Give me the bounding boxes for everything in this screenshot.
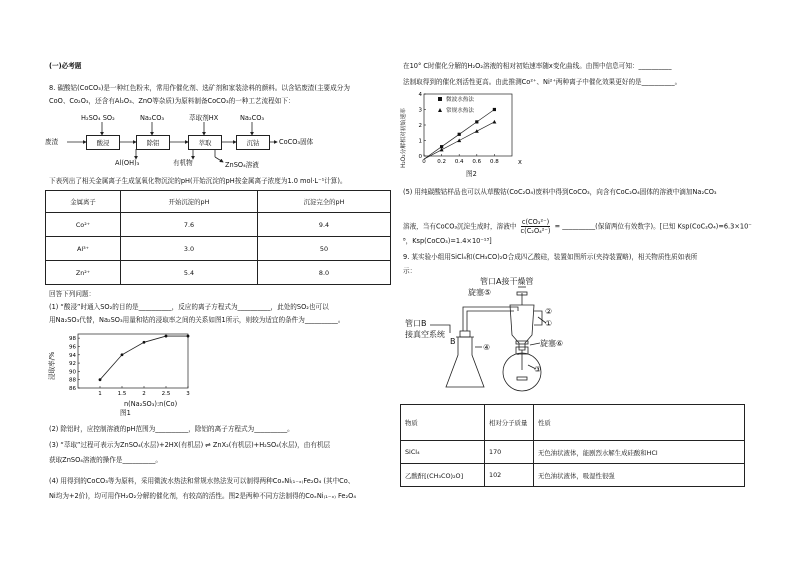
chart1-x-tick-label: 3	[186, 391, 190, 397]
flow-box-extract: 萃取	[188, 135, 222, 150]
table-cell: 9.4	[258, 213, 391, 237]
table-row	[401, 441, 745, 464]
sub5-prefix: 溶液，当有CoCO₃沉淀生成时，溶液中	[403, 222, 517, 231]
chart2	[400, 90, 530, 180]
chart1-y-tick-label: 90	[69, 369, 76, 376]
chart1-ylabel: 浸取率/%	[48, 351, 56, 380]
chart1-y-tick-label: 88	[69, 377, 76, 384]
table-cell: 8.0	[258, 261, 391, 285]
table-cell: 102	[485, 464, 534, 487]
sub5-suffix: = __________(保留两位有效数字)。[已知 Ksp(CoC₂O₄)=6.3×10⁻	[554, 222, 752, 231]
table-row	[401, 464, 745, 487]
chart2-point-triangle	[440, 148, 444, 152]
chart1-frame	[78, 334, 188, 388]
chart1-y-tick-label: 98	[69, 336, 76, 343]
table-cell: SiCl₄	[401, 441, 485, 464]
sub5-frac-num: c(CO₃²⁻)	[521, 218, 550, 226]
table-cell: 乙酸酐[(CH₃CO)₂O]	[401, 464, 485, 487]
chart2-point-square	[458, 133, 461, 136]
chart1-x-tick-label: 1	[98, 391, 102, 397]
table-cell: 无色油状液体，能剧烈水解生成硅酸和HCl	[534, 441, 745, 464]
sub3-line2: 获取ZnSO₄溶液的操作是__________。	[49, 456, 163, 464]
table-row	[46, 237, 391, 261]
table-row	[46, 261, 391, 285]
chart2-y-tick-label: 2	[418, 123, 422, 129]
chart2-y-tick-label: 3	[418, 107, 422, 114]
table-header-ion: 金属离子	[46, 191, 121, 213]
chart2-x-tick-label: 0.6	[472, 159, 482, 165]
precipitation-ph-table	[45, 190, 391, 285]
flask-b-label: B	[450, 337, 456, 346]
chart2-point-triangle	[457, 139, 461, 143]
chart1-x-tick-label: 2.5	[161, 391, 171, 397]
chart2-y-tick-label: 4	[418, 92, 422, 98]
chart2-legend-2	[438, 108, 474, 115]
flow-box-acid-leach: 酸浸	[86, 135, 120, 150]
right-top-line2: 法制取得到的催化剂活性更高。由此推测Co²⁺、Ni²⁺两种离子中催化效果更好的是__________。	[403, 78, 682, 86]
sub5-line1: (5) 用纯碳酸钴样品也可以从草酸钴(CoC₂O₄)废料中得到CoCO₃，向含有CoC₂O₄固体的溶液中滴加Na₂CO₃	[403, 188, 717, 196]
square-marker-icon	[438, 97, 442, 101]
chart2-x-tick-label: 0.2	[437, 159, 446, 165]
stopcock6-label: 旋塞⑥	[540, 339, 564, 348]
sub5-fraction	[521, 218, 551, 235]
flow-product-label: CoCO₃固体	[279, 138, 314, 146]
chart1-data-point	[187, 335, 190, 338]
chart2-y-tick-label: 1	[418, 138, 422, 145]
props-header-properties: 性质	[534, 405, 745, 441]
chart1-y-tick-label: 96	[69, 344, 76, 351]
sub5-line3: ⁸，Ksp(CoCO₃)=1.4×10⁻¹³]	[403, 237, 492, 245]
flow-byproduct-aloh3: Al(OH)₃	[115, 159, 140, 167]
chart1-xlabel: n(Na₂SO₃):n(Co)	[124, 400, 178, 408]
callout-3: ③	[534, 365, 542, 374]
properties-table	[400, 404, 745, 487]
q9-line2: 示：	[403, 267, 417, 275]
answer-intro: 回答下列问题：	[49, 290, 96, 298]
callout-2: ②	[545, 307, 553, 316]
flow-byproduct-znso4: ZnSO₄溶液	[225, 161, 259, 169]
table-row	[46, 213, 391, 237]
triangle-marker-icon	[438, 108, 442, 112]
chart2-legend-1	[438, 97, 474, 104]
chart1-y-tick-label: 86	[69, 386, 76, 392]
process-flow-diagram	[45, 112, 315, 172]
chart1-x-tick-label: 1.5	[117, 391, 127, 397]
q9-line1: 9. 某实验小组用SiCl₄和(CH₃CO)₂O合成四乙酸硅，装置如图所示(夹持装置略)，相关物质性质如表所	[403, 253, 698, 261]
sub4-line1: (4) 用得到的CoCO₃等为原料，采用微波水热法和常规水热法发可以制得两种CoₓNi₍₁₋ₓ₎Fe₂O₄ (其中Co、	[49, 477, 355, 485]
props-header-substance: 物质	[401, 405, 485, 441]
table-intro: 下表列出了相关金属离子生成氢氧化物沉淀的pH(开始沉淀的pH按金属离子浓度为1.0 mol·L⁻¹计算)。	[49, 177, 347, 185]
chart1	[48, 328, 198, 420]
callout-1: ①	[545, 319, 553, 328]
chart2-point-square	[493, 108, 496, 111]
q8-intro-line1: 8. 碳酸钴(CoCO₃)是一种红色粉末，常用作催化剂、选矿剂和家装涂料的颜料。以含钴废渣(主要成分为	[49, 84, 350, 92]
chart1-data-point	[99, 378, 102, 381]
q8-intro-line2: CoO、Co₂O₃，还含有Al₂O₃、ZnO等杂质)为原料制备CoCO₃的一种工艺流程如下：	[49, 97, 295, 105]
flow-box-precipitate-co: 沉钴	[236, 135, 270, 150]
chart2-legend-2-label: 常规水热法	[446, 108, 474, 114]
chart1-data-point	[143, 341, 146, 344]
flow-reagent-4: Na₂CO₃	[240, 114, 265, 122]
table-header-complete-ph: 沉淀完全的pH	[258, 191, 391, 213]
chart2-x-tick-label: 0.8	[490, 159, 499, 165]
chart1-data-point	[121, 353, 124, 356]
chart2-legend-1-label: 微波水热法	[446, 97, 474, 103]
sub1-line1: (1) “酸浸”时通入SO₂的目的是__________，反应的离子方程式为__________，此处的SO₂也可以	[49, 303, 329, 311]
chart1-y-tick-label: 92	[69, 361, 76, 368]
section-title: (一)必考题	[49, 62, 82, 70]
chart2-point-square	[475, 120, 478, 123]
flow-box-remove-al: 除铝	[136, 135, 170, 150]
table-cell: 7.6	[121, 213, 258, 237]
sub5-frac-den: c(C₂O₄²⁻)	[520, 227, 551, 236]
table-cell: Zn²⁺	[46, 261, 121, 285]
callout-4: ④	[483, 343, 491, 352]
flow-start-label: 废渣	[45, 138, 59, 146]
table-cell: 3.0	[121, 237, 258, 261]
table-cell: Al³⁺	[46, 237, 121, 261]
chart2-caption: 图2	[466, 170, 477, 178]
props-header-mw: 相对分子质量	[485, 405, 534, 441]
apparatus-diagram	[400, 275, 590, 400]
chart1-x-tick-label: 2	[142, 391, 146, 397]
chart1-y-tick-label: 94	[69, 352, 76, 359]
pipe-b-label-2: 接真空系统	[405, 330, 445, 339]
chart2-ylabel: H₂O₂分解相对初始速率	[401, 108, 407, 168]
chart2-x-tick-label: 0	[422, 159, 426, 165]
sub5-line2	[403, 218, 752, 235]
flow-byproduct-organic: 有机物	[173, 159, 193, 167]
sub4-line2: Ni均为+2价)，均可用作H₂O₂分解的催化剂，有较高的活性。图2是两种不同方法制得的CoₓNi₍₁₋ₓ₎ Fe₂O₄	[49, 492, 356, 500]
sub3-line1: (3) “萃取”过程可表示为ZnSO₄(水层)+2HX(有机层) ⇌ ZnX₂(有机层)+H₂SO₄(水层)，由有机层	[49, 441, 331, 449]
flow-reagent-1: H₂SO₄ SO₂	[81, 114, 115, 122]
chart2-x-tick-label: 0.4	[454, 159, 464, 165]
stopcock5-label: 旋塞⑤	[468, 288, 492, 297]
chart2-xlabel: x	[518, 158, 522, 166]
table-cell: Co²⁺	[46, 213, 121, 237]
chart1-data-point	[165, 335, 168, 338]
sub2: (2) 除铝时，应控制溶液的pH范围为__________，除铝的离子方程式为__________。	[49, 425, 294, 433]
table-cell: 5.4	[121, 261, 258, 285]
pipe-b-label-1: 管口B	[405, 319, 427, 328]
chart1-caption: 图1	[120, 409, 131, 417]
flow-reagent-2: Na₂CO₃	[140, 114, 165, 122]
sub1-line2: 用Na₂SO₃代替，Na₂SO₃用量和钴的浸取率之间的关系如图1所示，则较为适宜的条件为__________。	[49, 316, 345, 324]
chart2-point-triangle	[475, 129, 479, 133]
chart2-y-tick-label: 0	[418, 154, 422, 160]
table-cell: 50	[258, 237, 391, 261]
table-cell: 无色油状液体，吸湿性很强	[534, 464, 745, 487]
table-header-start-ph: 开始沉淀的pH	[121, 191, 258, 213]
flow-reagent-3: 萃取剂HX	[189, 114, 219, 122]
pipe-a-label: 管口A接干燥管	[480, 277, 534, 286]
chart2-point-triangle	[492, 120, 496, 124]
right-top-line1: 在10° C时催化分解的H₂O₂溶液的相对初始速率随x变化曲线。由图中信息可知：__________	[403, 62, 672, 70]
table-cell: 170	[485, 441, 534, 464]
